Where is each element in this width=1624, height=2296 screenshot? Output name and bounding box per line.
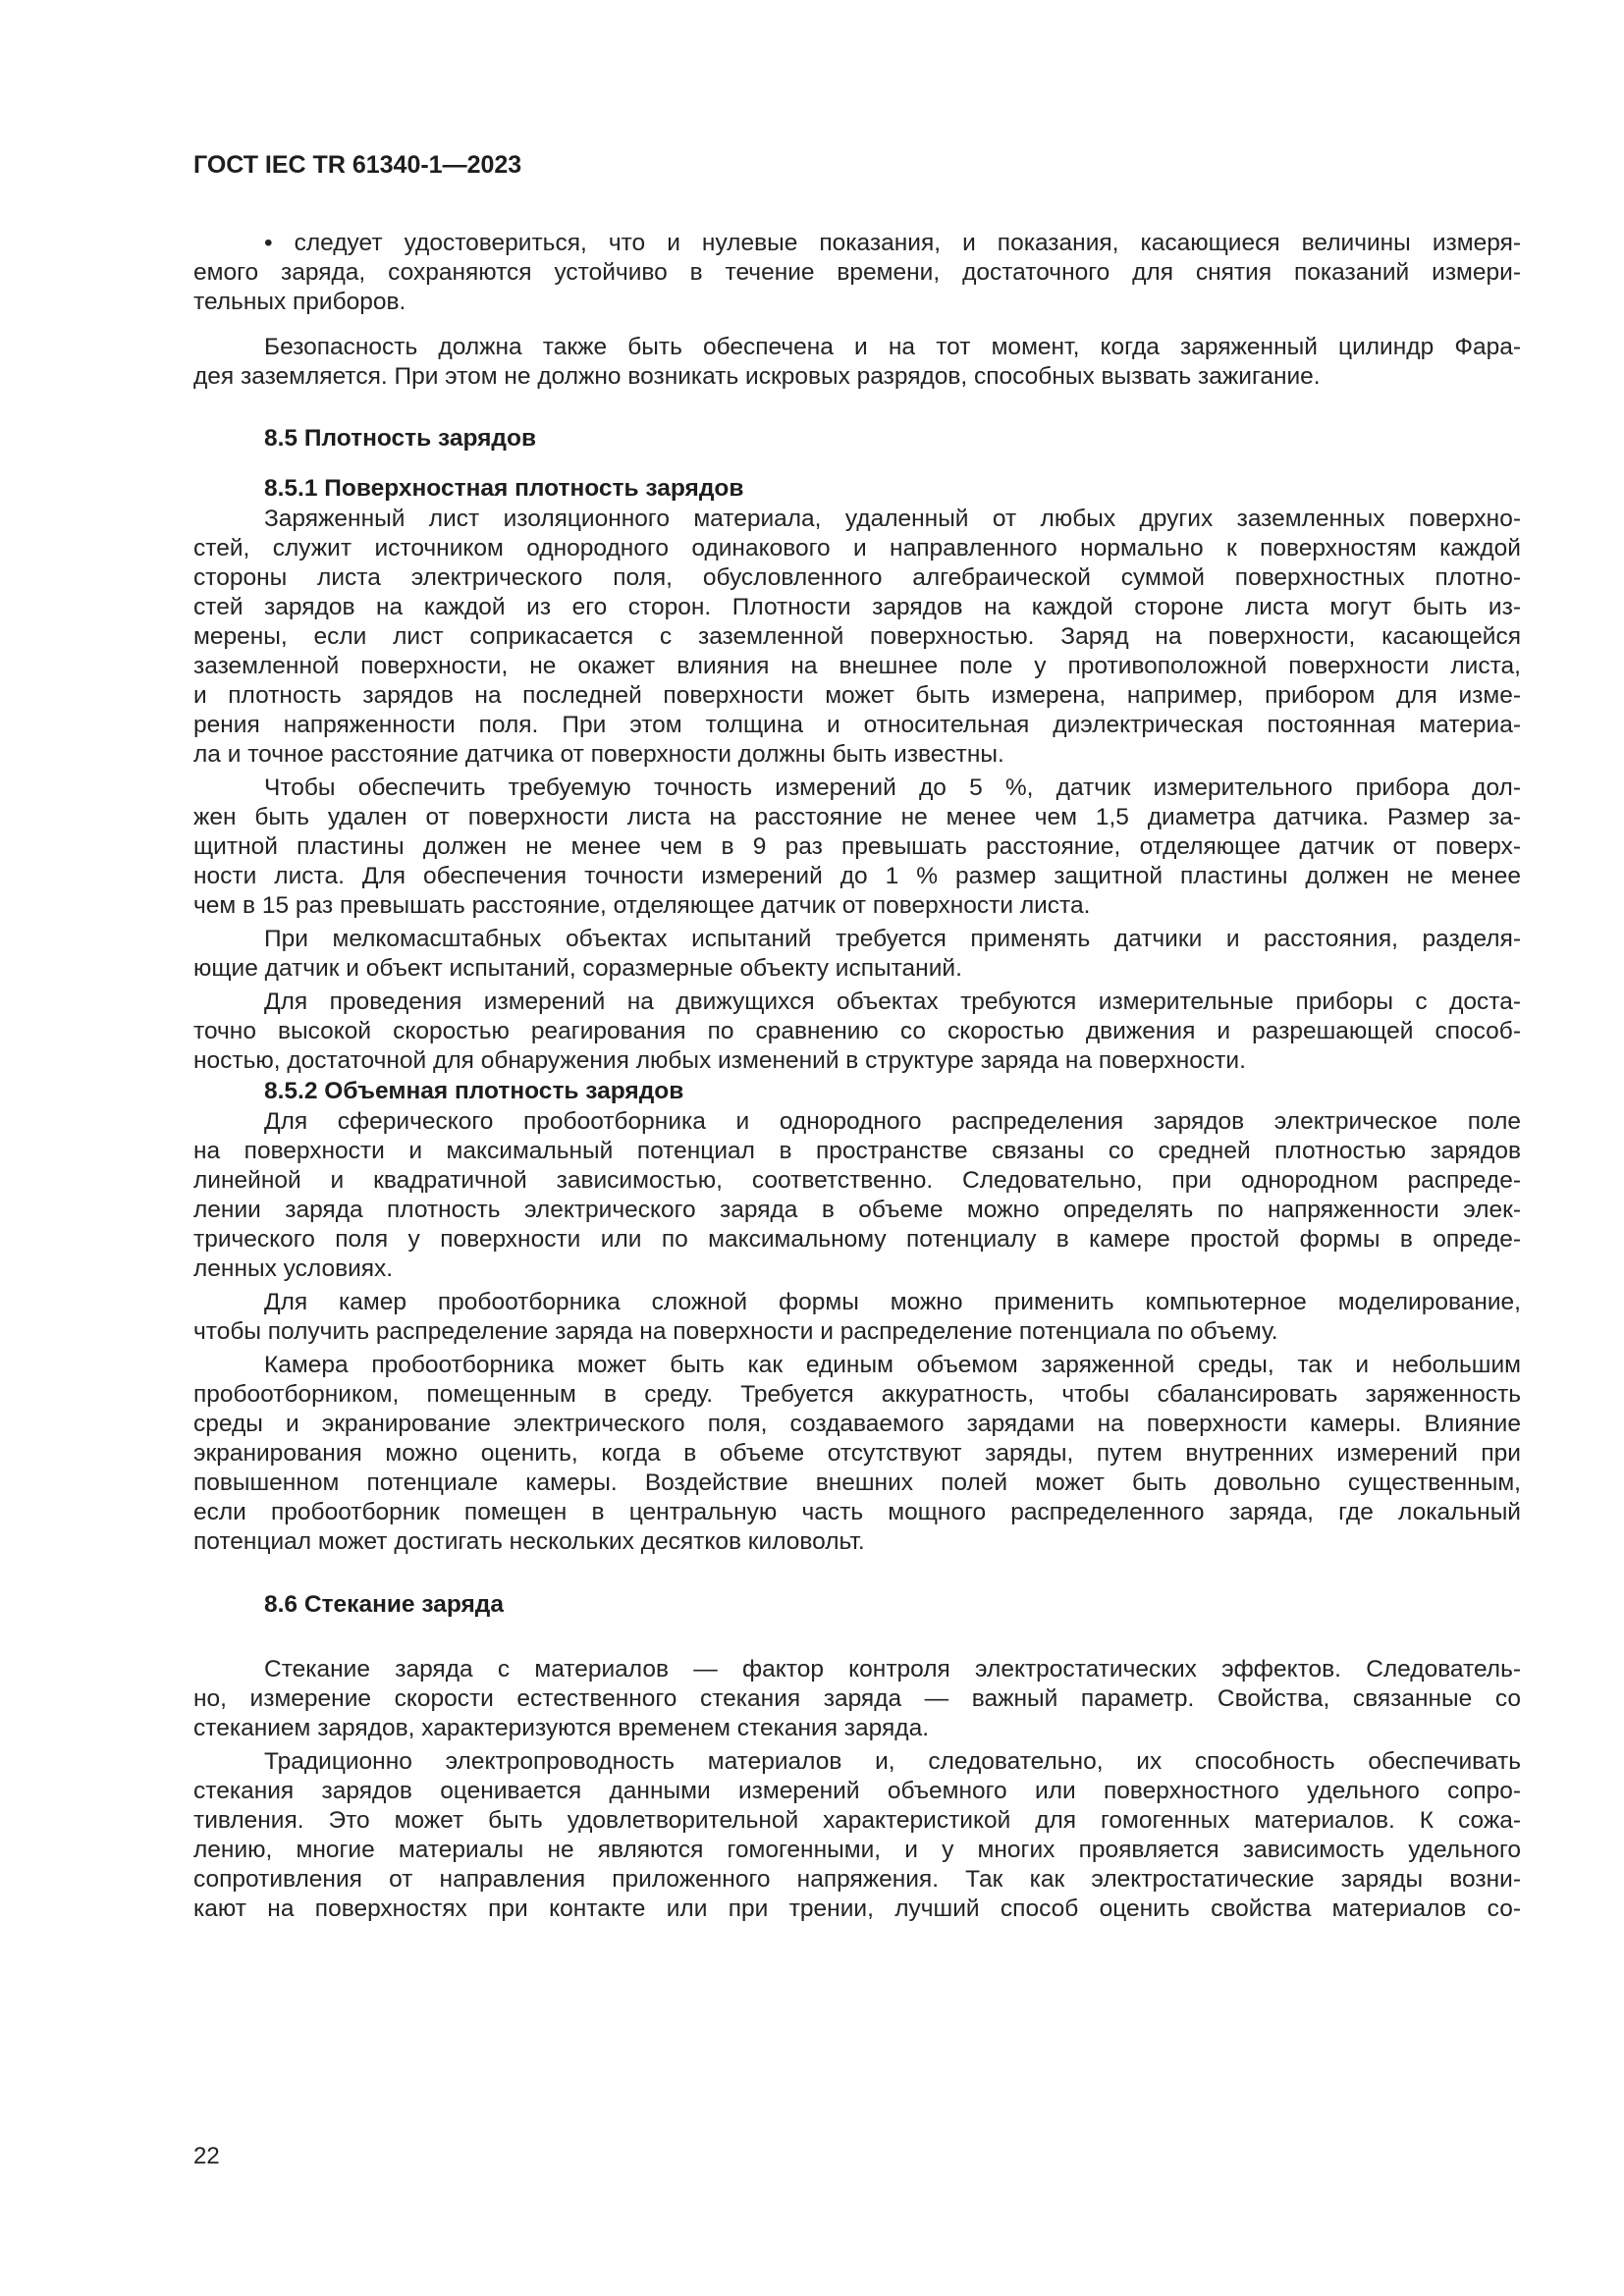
paragraph-line: лению, многие материалы не являются гомогенными, и у многих проявляется зависимость удельного (193, 1837, 1521, 1863)
paragraph-line: рения напряженности поля. При этом толщина и относительная диэлектрическая постоянная материа- (193, 712, 1521, 738)
paragraph-line: чтобы получить распределение заряда на поверхности и распределение потенциала по объему. (193, 1318, 1278, 1345)
paragraph-line: щитной пластины должен не менее чем в 9 раз превышать расстояние, отделяющее датчик от поверх- (193, 833, 1521, 860)
paragraph-line: пробоотборником, помещенным в среду. Требуется аккуратность, чтобы сбалансировать заряженность (193, 1381, 1521, 1408)
paragraph-line: Заряженный лист изоляционного материала, удаленный от любых других заземленных поверхно- (264, 506, 1521, 532)
paragraph-line: Для камер пробоотборника сложной формы можно применить компьютерное моделирование, (264, 1289, 1521, 1315)
paragraph-line: и плотность зарядов на последней поверхности может быть измерена, например, прибором для изме- (193, 682, 1521, 709)
paragraph-line: кают на поверхностях при контакте или при трении, лучший способ оценить свойства материалов со- (193, 1896, 1521, 1922)
paragraph-line: сопротивления от направления приложенного напряжения. Так как электростатические заряды возни- (193, 1866, 1521, 1893)
paragraph-line: ленных условиях. (193, 1255, 394, 1282)
paragraph-line: ностью, достаточной для обнаружения любых изменений в структуре заряда на поверхности. (193, 1047, 1246, 1074)
paragraph-line: стекания зарядов оценивается данными измерений объемного или поверхностного удельного сопро- (193, 1778, 1521, 1804)
paragraph-line: ла и точное расстояние датчика от поверхности должны быть известны. (193, 741, 1004, 768)
section-heading: 8.5 Плотность зарядов (264, 425, 537, 452)
paragraph-line: точно высокой скоростью реагирования по сравнению со скоростью движения и разрешающей способ- (193, 1018, 1521, 1044)
paragraph-line: потенциал может достигать нескольких десятков киловольт. (193, 1528, 865, 1555)
paragraph-line: стороны листа электрического поля, обусловленного алгебраической суммой поверхностных плотно- (193, 564, 1521, 591)
paragraph-line: повышенном потенциале камеры. Воздействие внешних полей может быть довольно существенным, (193, 1469, 1521, 1496)
paragraph-line: мерены, если лист соприкасается с заземленной поверхностью. Заряд на поверхности, касающейся (193, 623, 1521, 650)
paragraph-line: среды и экранирование электрического поля, создаваемого зарядами на поверхности камеры. Влияние (193, 1411, 1521, 1437)
paragraph-line: Чтобы обеспечить требуемую точность измерений до 5 %, датчик измерительного прибора дол- (264, 774, 1521, 801)
paragraph-line: чем в 15 раз превышать расстояние, отделяющее датчик от поверхности листа. (193, 892, 1091, 919)
paragraph-line: Камера пробоотборника может быть как единым объемом заряженной среды, так и небольшим (264, 1352, 1521, 1378)
paragraph-line: дея заземляется. При этом не должно возникать искровых разрядов, способных вызвать зажигание. (193, 363, 1321, 390)
paragraph-line: Стекание заряда с материалов — фактор контроля электростатических эффектов. Следователь- (264, 1656, 1521, 1682)
paragraph-line: жен быть удален от поверхности листа на расстояние не менее чем 1,5 диаметра датчика. Размер за- (193, 804, 1521, 830)
paragraph-line: емого заряда, сохраняются устойчиво в течение времени, достаточного для снятия показаний измери- (193, 259, 1521, 286)
paragraph-line: линейной и квадратичной зависимостью, соответственно. Следовательно, при однородном распреде- (193, 1167, 1521, 1194)
paragraph-line: Для проведения измерений на движущихся объектах требуются измерительные приборы с доста- (264, 988, 1521, 1015)
paragraph-line: экранирования можно оценить, когда в объеме отсутствуют заряды, путем внутренних измерений при (193, 1440, 1521, 1467)
paragraph-line: лении заряда плотность электрического заряда в объеме можно определять по напряженности элек- (193, 1197, 1521, 1223)
section-heading: 8.6 Стекание заряда (264, 1591, 504, 1618)
paragraph-line: Традиционно электропроводность материалов и, следовательно, их способность обеспечивать (264, 1748, 1521, 1775)
paragraph-line: стей, служит источником однородного одинакового и направленного нормально к поверхностям каждой (193, 535, 1521, 561)
document-code-header: ГОСТ IEC TR 61340-1—2023 (193, 151, 522, 179)
paragraph-line: но, измерение скорости естественного стекания заряда — важный параметр. Свойства, связанные со (193, 1685, 1521, 1712)
paragraph-line: заземленной поверхности, не окажет влияния на внешнее поле у противоположной поверхности листа, (193, 653, 1521, 679)
paragraph-line: трического поля у поверхности или по максимальному потенциалу в камере простой формы в опреде- (193, 1226, 1521, 1253)
paragraph-line: если пробоотборник помещен в центральную часть мощного распределенного заряда, где локальный (193, 1499, 1521, 1525)
paragraph-line: При мелкомасштабных объектах испытаний требуется применять датчики и расстояния, разделя- (264, 926, 1521, 952)
paragraph-line: ности листа. Для обеспечения точности измерений до 1 % размер защитной пластины должен не менее (193, 863, 1521, 889)
paragraph-line: Для сферического пробоотборника и однородного распределения зарядов электрическое поле (264, 1108, 1521, 1135)
section-heading: 8.5.2 Объемная плотность зарядов (264, 1078, 684, 1104)
section-heading: 8.5.1 Поверхностная плотность зарядов (264, 475, 744, 502)
paragraph-line: • следует удостовериться, что и нулевые показания, и показания, касающиеся величины измеря- (264, 230, 1521, 256)
paragraph-line: ющие датчик и объект испытаний, соразмерные объекту испытаний. (193, 955, 962, 982)
paragraph-line: тельных приборов. (193, 289, 406, 315)
paragraph-line: Безопасность должна также быть обеспечена и на тот момент, когда заряженный цилиндр Фара- (264, 334, 1521, 360)
paragraph-line: стеканием зарядов, характеризуются временем стекания заряда. (193, 1715, 930, 1741)
paragraph-line: на поверхности и максимальный потенциал в пространстве связаны со средней плотностью зарядов (193, 1138, 1521, 1164)
paragraph-line: тивления. Это может быть удовлетворительной характеристикой для гомогенных материалов. К сожа- (193, 1807, 1521, 1834)
page-number: 22 (193, 2143, 220, 2169)
paragraph-line: стей зарядов на каждой из его сторон. Плотности зарядов на каждой стороне листа могут быть из- (193, 594, 1521, 620)
